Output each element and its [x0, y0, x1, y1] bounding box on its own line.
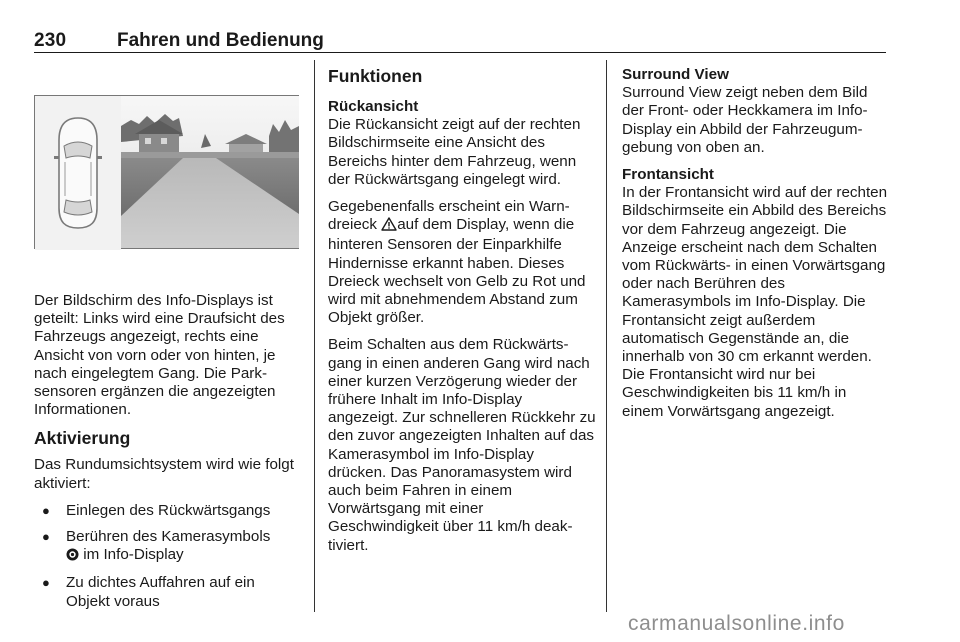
top-view-panel [35, 96, 121, 248]
gear-switch-paragraph: Beim Schalten aus dem Rückwärtsgang in einen anderen Gang wird nach einer kurzen Verzögerung wieder der frühere Inhalt im Info-Display angezeigt. Zur schnelleren Rückkehr zu den zuvor angezeigten Inhalten auf das Kamerasymbol im Info-Display drücken. Das Panoramasystem wird auch beim Fahren in einem Vorwärtsgang mit einer Geschwindigkeit über 11 km/h deaktiviert. [328, 336, 596, 554]
intro-paragraph: Der Bildschirm des Info-Displays ist geteilt: Links wird eine Draufsicht des Fahrzeugs angezeigt, rechts eine Ansicht von vorn oder von hinten, je nach eingelegtem Gang. Die Parksensoren ergänzen die angezeigten Informationen. [34, 292, 285, 419]
surround-view-paragraph: Surround View zeigt neben dem Bild der Front- oder Heckkamera im Info-Display ein Abbild der Fahrzeugumgebung von oben an. [622, 84, 868, 156]
warning-triangle-icon [381, 217, 397, 236]
activation-text: Das Rundumsichtsystem wird wie folgt aktiviert: [34, 456, 294, 492]
list-item-text: Berühren des Kamerasymbols [66, 528, 271, 546]
warning-paragraph [328, 198, 596, 327]
column-left [34, 292, 300, 619]
list-item [34, 574, 300, 610]
warning-text-start: Gegebenenfalls erscheint ein Warndreieck [328, 198, 570, 234]
activation-heading: Aktivierung [34, 428, 131, 449]
surround-view-illustration [34, 95, 299, 249]
page-header [34, 30, 886, 52]
rear-view-paragraph: Die Rückansicht zeigt auf der rechten Bildschirmseite eine Ansicht des Bereichs hinter dem Fahrzeug, wenn der Rückwärtsgang eingelegt wird. [328, 116, 581, 188]
functions-heading: Funktionen [328, 66, 423, 86]
column-right [622, 66, 888, 430]
front-view-paragraph: In der Frontansicht wird auf der rechten Bildschirmseite ein Abbild des Bereichs vor dem Fahrzeug angezeigt. Die Anzeige erscheint nach dem Schalten vom Rückwärts- in einen Vorwärtsgang oder nach Berühren des Kamerasymbols im Info-Display. Die Frontansicht zeigt außerdem automatisch Gegenstände an, die innerhalb von 30 cm erkannt werden. Die Frontansicht wird nur bei Geschwindigkeiten bis 11 km/h in einem Vorwärtsgang angezeigt. [622, 184, 888, 420]
surround-view-heading: Surround View [622, 66, 729, 83]
page-title: Fahren und Bedienung [117, 30, 324, 51]
list-item-text: Einlegen des Rückwärtsgangs [66, 501, 271, 519]
activation-list [34, 502, 300, 611]
camera-scene-image [121, 96, 299, 248]
front-view-heading: Frontansicht [622, 166, 714, 184]
list-item-text: Zu dichtes Auffahren auf ein Objekt voraus [66, 574, 255, 610]
rear-camera-view [121, 96, 299, 248]
car-top-view-icon [35, 96, 121, 250]
list-item-suffix: im Info-Display [79, 546, 184, 564]
list-item [34, 502, 300, 520]
camera-icon [66, 548, 79, 566]
column-divider [314, 60, 315, 612]
column-middle [328, 66, 596, 564]
column-divider [606, 60, 607, 612]
header-rule [34, 52, 886, 53]
warning-text-end: auf dem Display, wenn die hinteren Sensoren der Einparkhilfe Hindernisse erkannt haben. Dieses Dreieck wechselt von Gelb zu Rot und wird mit abnehmendem Abstand zum Objekt größer. [328, 216, 586, 327]
list-item [34, 528, 300, 566]
watermark: carmanualsonline.info [628, 612, 845, 635]
page-number: 230 [34, 30, 67, 51]
rear-view-heading: Rückansicht [328, 98, 419, 115]
